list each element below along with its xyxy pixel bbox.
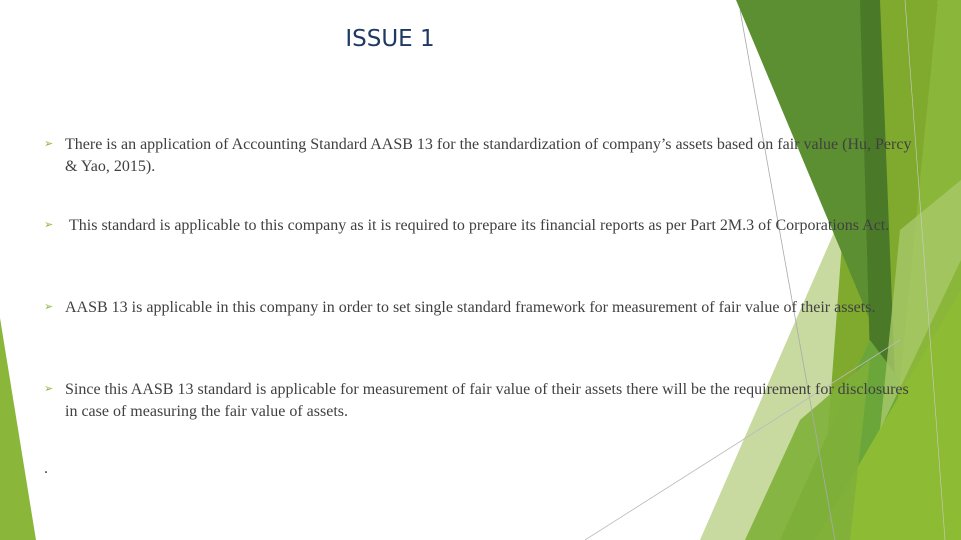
- bullet-text-2: This standard is applicable to this company as it is required to prepare its financial reports as per Part 2M.3 of Corporations Act.: [65, 217, 890, 234]
- slide-title: ISSUE 1: [345, 26, 435, 52]
- bullet-item-3: [44, 297, 924, 319]
- trailing-period: .: [44, 460, 48, 477]
- arrow-bullet-icon: ➢: [44, 138, 54, 150]
- bullet-text-1: There is an application of Accounting Standard AASB 13 for the standardization of company’s assets based on fair value (Hu, Percy & Yao, 2015).: [65, 136, 916, 175]
- arrow-bullet-icon: ➢: [44, 301, 54, 313]
- bullet-text-3: AASB 13 is applicable in this company in order to set single standard framework for measurement of fair value of their assets.: [65, 299, 876, 316]
- bullet-item-1: [44, 134, 924, 178]
- bullet-item-2: [44, 215, 924, 237]
- bullet-text-4: Since this AASB 13 standard is applicable for measurement of fair value of their assets there will be the requirement for disclosures in case of measuring the fair value of assets.: [65, 381, 913, 420]
- arrow-bullet-icon: ➢: [44, 383, 54, 395]
- bullet-item-4: [44, 379, 924, 423]
- left-accent-shape: [0, 318, 36, 540]
- arrow-bullet-icon: ➢: [44, 219, 54, 231]
